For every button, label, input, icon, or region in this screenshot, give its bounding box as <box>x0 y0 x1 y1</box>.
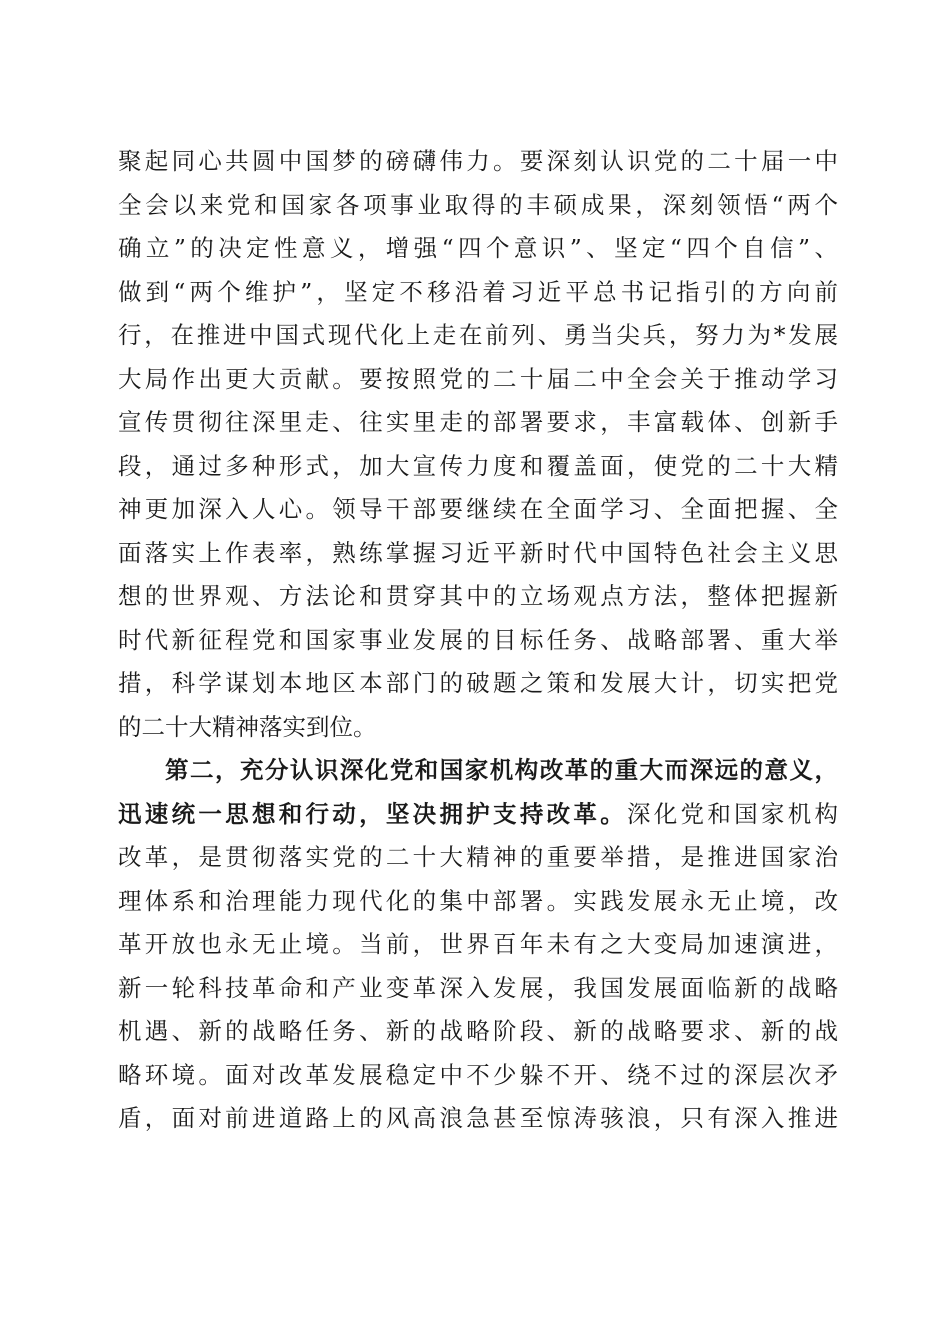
text-line: 的二十大精神落实到位。 <box>118 712 377 741</box>
paragraph-2 <box>118 749 838 1141</box>
text-line: 全会以来党和国家各项事业取得的丰硕成果，深刻领悟“两个 <box>118 190 838 219</box>
text-line: 聚起同心共圆中国梦的磅礴伟力。要深刻认识党的二十届一中 <box>118 147 838 175</box>
text-line: 措，科学谋划本地区本部门的破题之策和发展大计，切实把党 <box>118 669 838 697</box>
text-line: 理体系和治理能力现代化的集中部署。实践发展永无止境，改 <box>118 886 838 915</box>
text-line: 机遇、新的战略任务、新的战略阶段、新的战略要求、新的战 <box>118 1017 838 1045</box>
text-line: 略环境。面对改革发展稳定中不少躲不开、绕不过的深层次矛 <box>118 1060 838 1089</box>
text-line: 做到“两个维护”，坚定不移沿着习近平总书记指引的方向前 <box>118 277 838 306</box>
document-body <box>118 140 838 1141</box>
text-line: 盾，面对前进道路上的风高浪急甚至惊涛骇浪，只有深入推进 <box>118 1104 838 1132</box>
text-line: 宣传贯彻往深里走、往实里走的部署要求，丰富载体、创新手 <box>118 408 838 436</box>
text-line: 行，在推进中国式现代化上走在前列、勇当尖兵，努力为*发展 <box>118 321 838 349</box>
text-line: 确立”的决定性意义，增强“四个意识”、坚定“四个自信”、 <box>118 234 838 262</box>
section-heading-line: 迅速统一思想和行动，坚决拥护支持改革。 <box>118 799 627 828</box>
text-line: 时代新征程党和国家事业发展的目标任务、战略部署、重大举 <box>118 625 838 654</box>
section-heading-line: 第二，充分认识深化党和国家机构改革的重大而深远的意义， <box>165 756 838 784</box>
text-segment: 深化党和国家机构 <box>626 799 839 828</box>
text-line: 想的世界观、方法论和贯穿其中的立场观点方法，整体把握新 <box>118 582 838 610</box>
text-line: 面落实上作表率，熟练掌握习近平新时代中国特色社会主义思 <box>118 538 838 567</box>
text-line: 改革，是贯彻落实党的二十大精神的重要举措，是推进国家治 <box>118 843 838 871</box>
text-line: 大局作出更大贡献。要按照党的二十届二中全会关于推动学习 <box>118 364 838 393</box>
paragraph-1 <box>118 140 838 749</box>
text-line: 段，通过多种形式，加大宣传力度和覆盖面，使党的二十大精 <box>118 451 838 480</box>
text-line-mixed <box>118 793 838 837</box>
text-line: 新一轮科技革命和产业变革深入发展，我国发展面临新的战略 <box>118 973 838 1002</box>
text-line: 革开放也永无止境。当前，世界百年未有之大变局加速演进， <box>118 930 838 958</box>
text-line: 神更加深入人心。领导干部要继续在全面学习、全面把握、全 <box>118 495 838 523</box>
